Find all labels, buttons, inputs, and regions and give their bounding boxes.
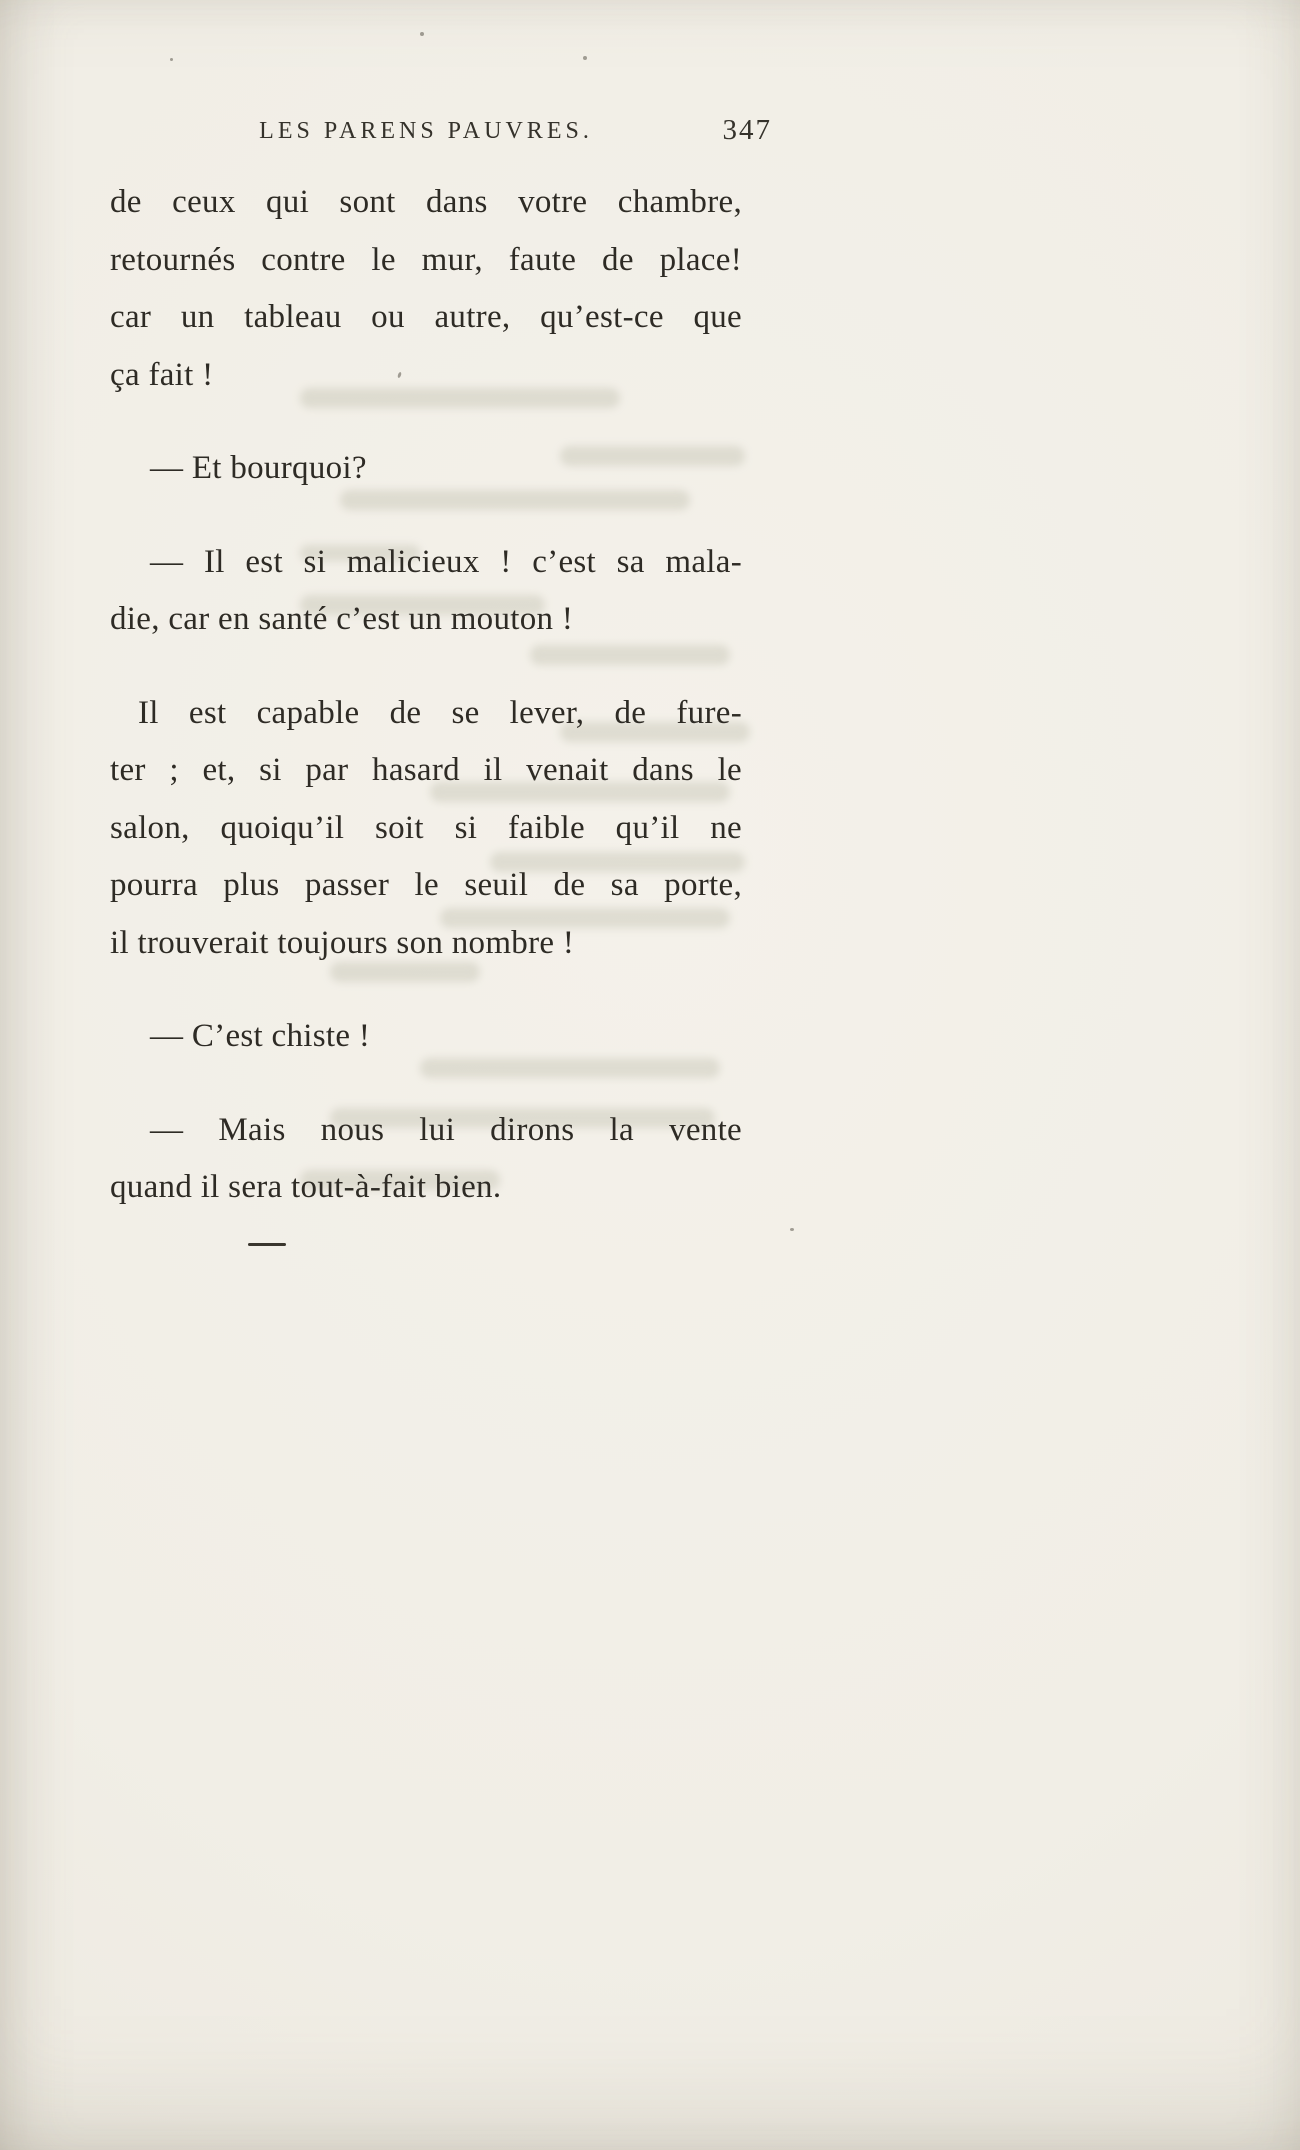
text-line: — Et bourquoi?	[150, 450, 367, 486]
text-line: retournés contre le mur, faute de place!	[110, 241, 742, 278]
text-line: quand il sera tout-à-fait bien.	[110, 1169, 502, 1205]
page-header	[110, 114, 772, 158]
text-line: salon, quoiqu’il soit si faible qu’il ne	[110, 809, 742, 846]
text-line: — Il est si malicieux ! c’est sa mala-	[150, 543, 742, 580]
scan-speck	[790, 1228, 794, 1231]
text-line: die, car en santé c’est un mouton !	[110, 601, 574, 637]
text-line: ça fait !	[110, 356, 214, 393]
text-line: pourra plus passer le seuil de sa porte,	[110, 867, 742, 903]
text-line: il trouverait toujours son nombre !	[110, 924, 575, 961]
text-line: ter ; et, si par hasard il venait dans le	[110, 752, 742, 788]
text-line: Il est capable de se lever, de fure-	[138, 694, 742, 731]
text-line: car un tableau ou autre, qu’est-ce que	[110, 299, 742, 335]
scan-speck	[420, 32, 424, 36]
running-title: LES PARENS PAUVRES.	[259, 118, 593, 144]
text-line: — C’est chiste !	[150, 1018, 371, 1054]
scan-speck	[170, 58, 173, 61]
text-column	[110, 174, 742, 1217]
section-divider-rule	[248, 1243, 286, 1246]
scan-speck	[583, 56, 587, 60]
text-line: — Mais nous lui dirons la vente	[150, 1111, 742, 1148]
page-number: 347	[722, 114, 772, 146]
text-line: de ceux qui sont dans votre chambre,	[110, 184, 742, 220]
